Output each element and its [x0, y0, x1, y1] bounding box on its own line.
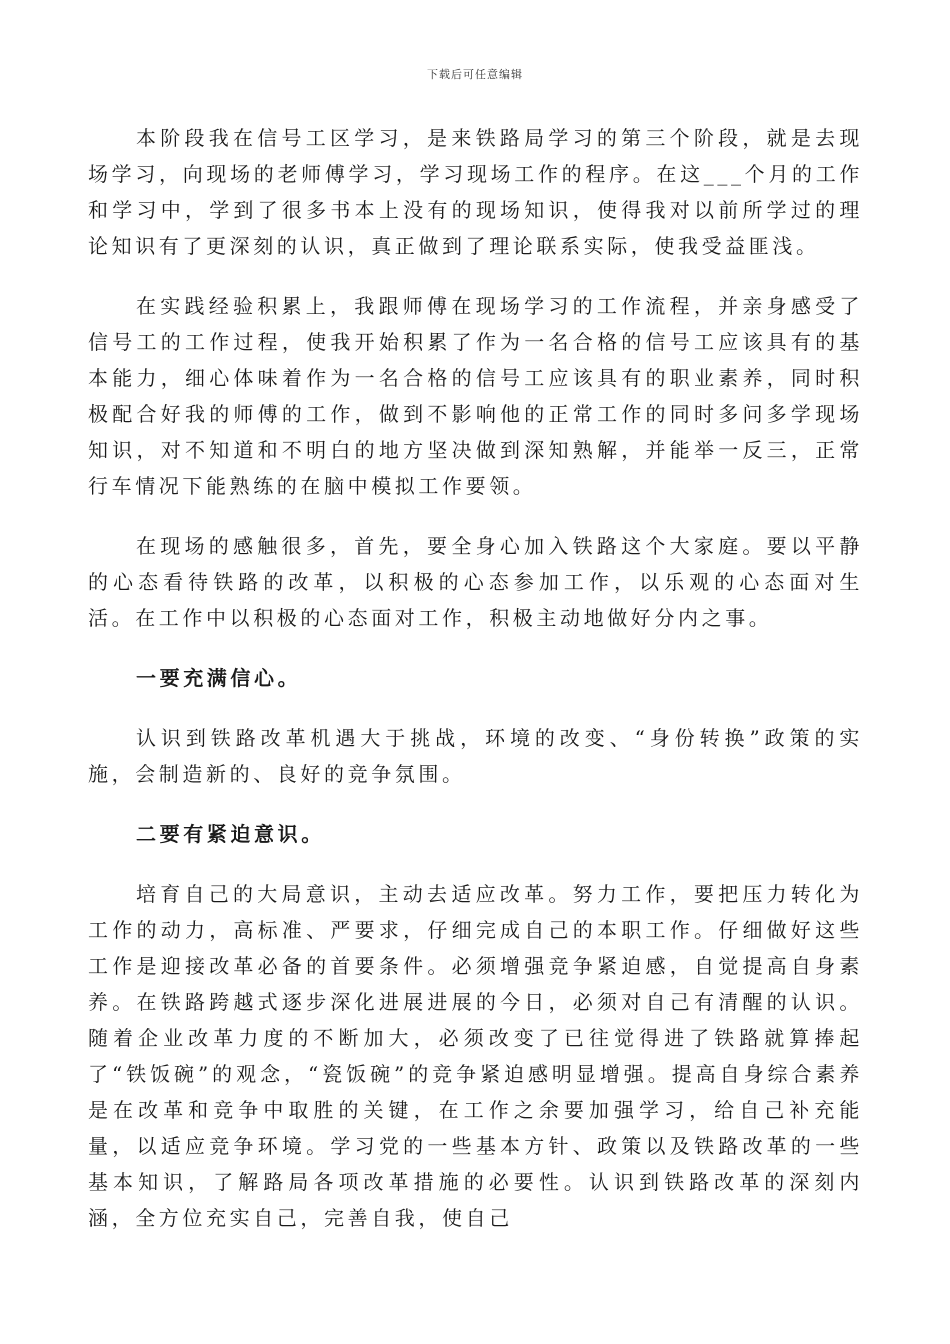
- paragraph-practice: 在实践经验积累上，我跟师傅在现场学习的工作流程，并亲身感受了信号工的工作过程，使我开始积累了作为一名合格的信号工应该具有的基本能力，细心体味着作为一名合格的信号工应该具有的职业素养，同时积极配合好我的师傅的工作，做到不影响他的正常工作的同时多问多学现场知识，对不知道和不明白的地方坚决做到深知熟解，并能举一反三，正常行车情况下能熟练的在脑中模拟工作要领。: [88, 294, 863, 498]
- paragraph-confidence: 认识到铁路改革机遇大于挑战，环境的改变、“身份转换”政策的实施，会制造新的、良好的竞争氛围。: [88, 726, 863, 786]
- section-heading-urgency: 二要有紧迫意识。: [136, 822, 325, 846]
- section-heading-confidence: 一要充满信心。: [136, 666, 302, 690]
- paragraph-feelings: 在现场的感触很多，首先，要全身心加入铁路这个大家庭。要以平静的心态看待铁路的改革，以积极的心态参加工作，以乐观的心态面对生活。在工作中以积极的心态面对工作，积极主动地做好分内之事。: [88, 534, 863, 630]
- paragraph-urgency: 培育自己的大局意识，主动去适应改革。努力工作，要把压力转化为工作的动力，高标准、严要求，仔细完成自己的本职工作。仔细做好这些工作是迎接改革必备的首要条件。必须增强竞争紧迫感，自觉提高自身素养。在铁路跨越式逐步深化进展进展的今日，必须对自己有清醒的认识。随着企业改革力度的不断加大，必须改变了已往觉得进了铁路就算捧起了“铁饭碗”的观念，“瓷饭碗”的竞争紧迫感明显增强。提高自身综合素养是在改革和竞争中取胜的关键，在工作之余要加强学习，给自己补充能量，以适应竞争环境。学习党的一些基本方针、政策以及铁路改革的一些基本知识，了解路局各项改革措施的必要性。认识到铁路改革的深刻内涵，全方位充实自己，完善自我，使自己: [88, 882, 863, 1230]
- document-body: [88, 120, 863, 1260]
- page-header: 下载后可任意编辑: [427, 68, 523, 81]
- paragraph-intro: 本阶段我在信号工区学习，是来铁路局学习的第三个阶段，就是去现场学习，向现场的老师傅学习，学习现场工作的程序。在这___个月的工作和学习中，学到了很多书本上没有的现场知识，使得我对以前所学过的理论知识有了更深刻的认识，真正做到了理论联系实际，使我受益匪浅。: [88, 126, 863, 258]
